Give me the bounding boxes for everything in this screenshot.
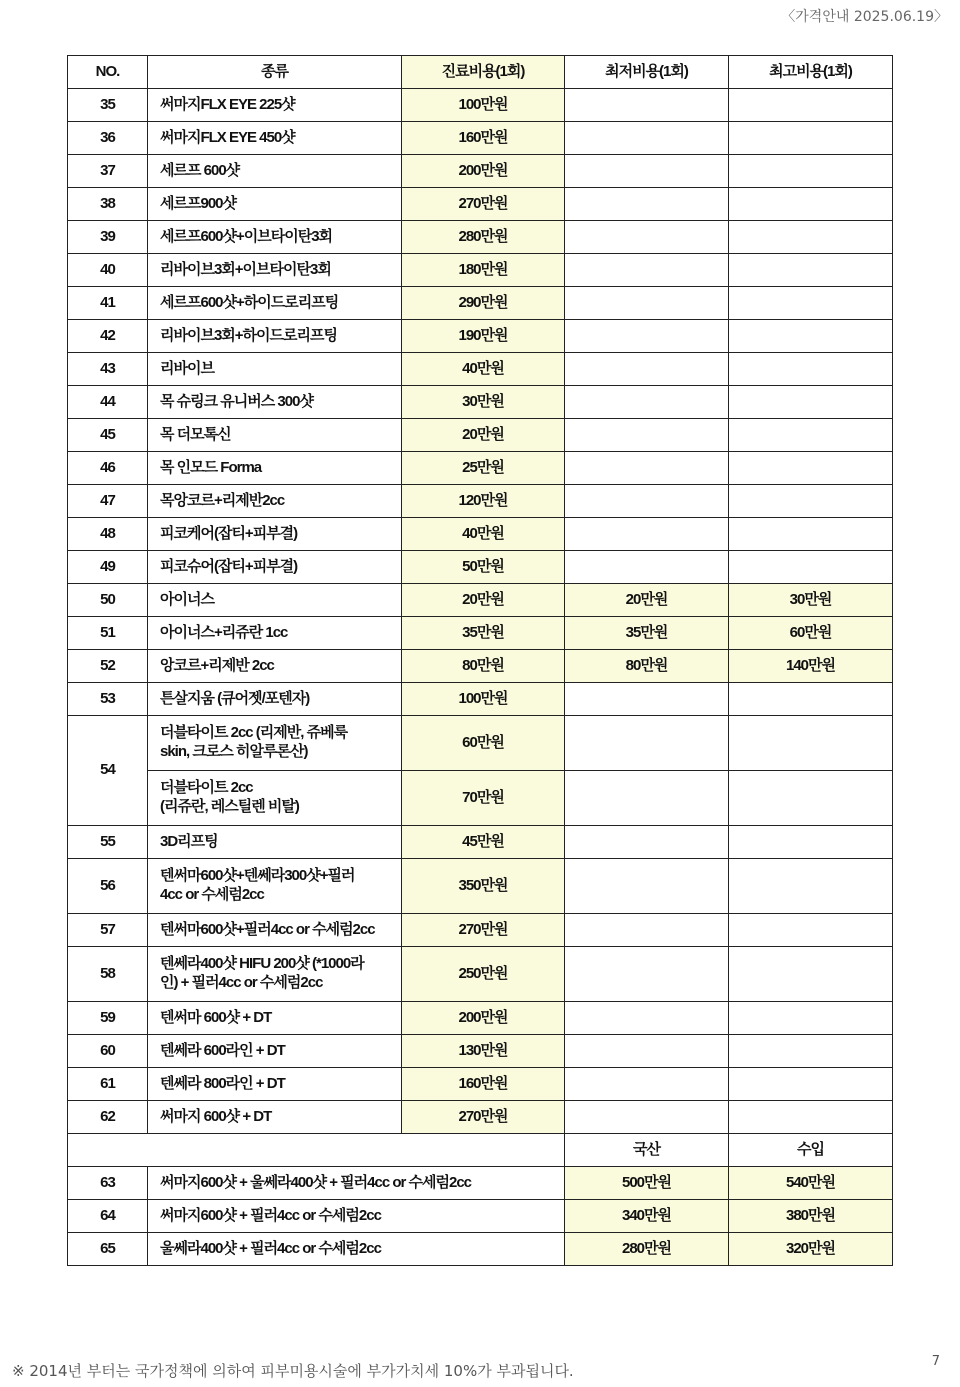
sub-header-row — [68, 1134, 893, 1167]
item-cost: 20만원 — [402, 584, 565, 617]
table-row — [68, 1002, 893, 1035]
item-name: 세르프600샷+하이드로리프팅 — [148, 287, 402, 320]
table-row — [68, 650, 893, 683]
item-min-cost: 20만원 — [565, 584, 729, 617]
item-domestic-cost: 340만원 — [565, 1200, 729, 1233]
item-max-cost: 30만원 — [729, 584, 893, 617]
row-number: 59 — [68, 1002, 148, 1035]
sub-header-domestic: 국산 — [565, 1134, 729, 1167]
item-min-cost — [565, 353, 729, 386]
table-row — [68, 584, 893, 617]
table-row — [68, 518, 893, 551]
row-number: 47 — [68, 485, 148, 518]
item-name: 세르프900샷 — [148, 188, 402, 221]
table-row — [68, 859, 893, 914]
item-cost: 50만원 — [402, 551, 565, 584]
header-type: 종류 — [148, 56, 402, 89]
row-number: 50 — [68, 584, 148, 617]
item-cost: 120만원 — [402, 485, 565, 518]
table-row — [68, 287, 893, 320]
table-row — [68, 320, 893, 353]
item-min-cost — [565, 188, 729, 221]
row-number: 43 — [68, 353, 148, 386]
row-number: 40 — [68, 254, 148, 287]
item-min-cost: 80만원 — [565, 650, 729, 683]
table-row — [68, 122, 893, 155]
item-name: 목 슈링크 유니버스 300샷 — [148, 386, 402, 419]
row-number: 37 — [68, 155, 148, 188]
item-name-line: 더블타이트 2cc — [160, 779, 253, 797]
item-cost: 60만원 — [402, 716, 565, 771]
table-row — [68, 1167, 893, 1200]
row-number: 39 — [68, 221, 148, 254]
item-name: 목 인모드 Forma — [148, 452, 402, 485]
item-cost: 45만원 — [402, 826, 565, 859]
item-cost: 200만원 — [402, 155, 565, 188]
item-min-cost — [565, 485, 729, 518]
item-name: 목 더모톡신 — [148, 419, 402, 452]
item-name: 아이너스 — [148, 584, 402, 617]
row-number: 35 — [68, 89, 148, 122]
item-min-cost — [565, 518, 729, 551]
row-number: 41 — [68, 287, 148, 320]
row-number: 36 — [68, 122, 148, 155]
item-cost: 80만원 — [402, 650, 565, 683]
item-cost: 35만원 — [402, 617, 565, 650]
item-max-cost: 60만원 — [729, 617, 893, 650]
item-max-cost — [729, 771, 893, 826]
item-max-cost — [729, 716, 893, 771]
item-cost: 100만원 — [402, 683, 565, 716]
item-name: 아이너스+리쥬란 1cc — [148, 617, 402, 650]
header-no: NO. — [68, 56, 148, 89]
row-number: 57 — [68, 914, 148, 947]
table-row — [68, 1233, 893, 1266]
item-name-line: skin, 크로스 히알루론산) — [160, 743, 308, 760]
item-name: 써마지FLX EYE 450샷 — [148, 122, 402, 155]
item-name: 써마지FLX EYE 225샷 — [148, 89, 402, 122]
item-min-cost — [565, 122, 729, 155]
item-cost: 100만원 — [402, 89, 565, 122]
price-guide-date: 〈가격안내 2025.06.19〉 — [781, 9, 948, 25]
row-number: 62 — [68, 1101, 148, 1134]
item-name: 써마지600샷 + 울쎄라400샷 + 필러4cc or 수세럼2cc — [148, 1167, 565, 1200]
item-cost: 30만원 — [402, 386, 565, 419]
item-cost: 290만원 — [402, 287, 565, 320]
item-name: 세르프 600샷 — [148, 155, 402, 188]
item-max-cost — [729, 452, 893, 485]
item-min-cost — [565, 1035, 729, 1068]
item-min-cost — [565, 683, 729, 716]
table-row — [68, 221, 893, 254]
item-name: 텐써마600샷+필러4cc or 수세럼2cc — [148, 914, 402, 947]
item-name: 3D리프팅 — [148, 826, 402, 859]
table-row — [68, 419, 893, 452]
item-name: 텐써마 600샷 + DT — [148, 1002, 402, 1035]
row-number: 38 — [68, 188, 148, 221]
item-max-cost — [729, 683, 893, 716]
item-cost: 130만원 — [402, 1035, 565, 1068]
table-row — [68, 617, 893, 650]
item-min-cost — [565, 826, 729, 859]
item-min-cost — [565, 914, 729, 947]
row-number: 64 — [68, 1200, 148, 1233]
item-max-cost — [729, 947, 893, 1002]
item-max-cost — [729, 155, 893, 188]
item-min-cost — [565, 716, 729, 771]
item-name: 앙코르+리제반 2cc — [148, 650, 402, 683]
item-cost: 270만원 — [402, 1101, 565, 1134]
item-min-cost — [565, 1068, 729, 1101]
table-row — [68, 1200, 893, 1233]
item-domestic-cost: 280만원 — [565, 1233, 729, 1266]
row-number: 44 — [68, 386, 148, 419]
table-row — [68, 254, 893, 287]
item-min-cost — [565, 771, 729, 826]
table-header-row — [68, 56, 893, 89]
item-name: 피코케어(잡티+피부결) — [148, 518, 402, 551]
item-max-cost — [729, 1002, 893, 1035]
row-number: 49 — [68, 551, 148, 584]
item-cost: 25만원 — [402, 452, 565, 485]
item-name-line: (리쥬란, 레스틸렌 비탈) — [160, 798, 299, 815]
item-max-cost — [729, 826, 893, 859]
item-max-cost — [729, 859, 893, 914]
item-max-cost — [729, 914, 893, 947]
item-min-cost — [565, 859, 729, 914]
item-name: 써마지 600샷 + DT — [148, 1101, 402, 1134]
item-name-line: 인) + 필러4cc or 수세럼2cc — [160, 974, 323, 991]
item-name: 리바이브 — [148, 353, 402, 386]
row-number: 48 — [68, 518, 148, 551]
item-name — [148, 859, 402, 914]
item-max-cost — [729, 518, 893, 551]
item-name-line: 4cc or 수세럼2cc — [160, 886, 264, 903]
item-cost: 270만원 — [402, 188, 565, 221]
item-min-cost — [565, 254, 729, 287]
item-max-cost — [729, 419, 893, 452]
item-name: 리바이브3회+하이드로리프팅 — [148, 320, 402, 353]
item-max-cost — [729, 485, 893, 518]
item-domestic-cost: 500만원 — [565, 1167, 729, 1200]
item-name: 피코슈어(잡티+피부결) — [148, 551, 402, 584]
item-cost: 180만원 — [402, 254, 565, 287]
page-number: 7 — [931, 1354, 940, 1369]
item-max-cost — [729, 386, 893, 419]
item-cost: 40만원 — [402, 518, 565, 551]
item-name — [148, 771, 402, 826]
price-table — [67, 55, 893, 1266]
item-min-cost — [565, 89, 729, 122]
item-max-cost: 140만원 — [729, 650, 893, 683]
item-max-cost — [729, 89, 893, 122]
row-number: 58 — [68, 947, 148, 1002]
table-row — [68, 89, 893, 122]
item-imported-cost: 320만원 — [729, 1233, 893, 1266]
item-name: 울쎄라400샷 + 필러4cc or 수세럼2cc — [148, 1233, 565, 1266]
item-name — [148, 947, 402, 1002]
item-min-cost: 35만원 — [565, 617, 729, 650]
table-row — [68, 551, 893, 584]
row-number: 53 — [68, 683, 148, 716]
table-row — [68, 1035, 893, 1068]
item-max-cost — [729, 188, 893, 221]
row-number: 52 — [68, 650, 148, 683]
vat-notice: ※ 2014년 부터는 국가정책에 의하여 피부미용시술에 부가가치세 10%가 부과됩니다. — [12, 1362, 574, 1380]
item-max-cost — [729, 320, 893, 353]
item-min-cost — [565, 287, 729, 320]
table-row — [68, 485, 893, 518]
item-name: 텐쎄라 800라인 + DT — [148, 1068, 402, 1101]
table-row — [68, 683, 893, 716]
item-max-cost — [729, 1035, 893, 1068]
item-cost: 160만원 — [402, 122, 565, 155]
sub-header-imported: 수입 — [729, 1134, 893, 1167]
item-min-cost — [565, 320, 729, 353]
item-name-line: 텐쎄라400샷 HIFU 200샷 (*1000라 — [160, 955, 364, 973]
row-number: 63 — [68, 1167, 148, 1200]
item-min-cost — [565, 551, 729, 584]
table-row — [68, 947, 893, 1002]
item-cost: 350만원 — [402, 859, 565, 914]
row-number: 54 — [68, 716, 148, 826]
item-max-cost — [729, 1101, 893, 1134]
item-max-cost — [729, 122, 893, 155]
item-name — [148, 716, 402, 771]
item-name: 리바이브3회+이브타이탄3회 — [148, 254, 402, 287]
item-cost: 250만원 — [402, 947, 565, 1002]
item-name: 목앙코르+리제반2cc — [148, 485, 402, 518]
table-row — [68, 188, 893, 221]
item-name: 튼살지움 (큐어젯/포텐자) — [148, 683, 402, 716]
item-imported-cost: 540만원 — [729, 1167, 893, 1200]
item-cost: 270만원 — [402, 914, 565, 947]
item-max-cost — [729, 254, 893, 287]
item-min-cost — [565, 419, 729, 452]
item-cost: 40만원 — [402, 353, 565, 386]
table-row — [68, 386, 893, 419]
item-name-line: 텐써마600샷+텐쎄라300샷+필러 — [160, 867, 355, 885]
item-min-cost — [565, 221, 729, 254]
item-max-cost — [729, 551, 893, 584]
item-name-line: 더블타이트 2cc (리제반, 쥬베룩 — [160, 724, 348, 742]
row-number: 45 — [68, 419, 148, 452]
table-row — [68, 826, 893, 859]
item-cost: 70만원 — [402, 771, 565, 826]
table-row — [68, 771, 893, 826]
row-number: 56 — [68, 859, 148, 914]
row-number: 55 — [68, 826, 148, 859]
item-cost: 200만원 — [402, 1002, 565, 1035]
item-max-cost — [729, 287, 893, 320]
row-number: 51 — [68, 617, 148, 650]
table-row — [68, 353, 893, 386]
table-row — [68, 452, 893, 485]
item-cost: 20만원 — [402, 419, 565, 452]
header-min-cost: 최저비용(1회) — [565, 56, 729, 89]
sub-header-blank — [68, 1134, 565, 1167]
item-min-cost — [565, 452, 729, 485]
table-row — [68, 716, 893, 771]
item-min-cost — [565, 155, 729, 188]
item-name: 세르프600샷+이브타이탄3회 — [148, 221, 402, 254]
item-cost: 190만원 — [402, 320, 565, 353]
item-max-cost — [729, 1068, 893, 1101]
item-min-cost — [565, 386, 729, 419]
item-max-cost — [729, 221, 893, 254]
row-number: 42 — [68, 320, 148, 353]
item-max-cost — [729, 353, 893, 386]
header-max-cost: 최고비용(1회) — [729, 56, 893, 89]
item-cost: 160만원 — [402, 1068, 565, 1101]
table-row — [68, 1068, 893, 1101]
row-number: 46 — [68, 452, 148, 485]
row-number: 61 — [68, 1068, 148, 1101]
row-number: 60 — [68, 1035, 148, 1068]
item-cost: 280만원 — [402, 221, 565, 254]
item-imported-cost: 380만원 — [729, 1200, 893, 1233]
row-number: 65 — [68, 1233, 148, 1266]
table-row — [68, 1101, 893, 1134]
item-name: 텐쎄라 600라인 + DT — [148, 1035, 402, 1068]
table-row — [68, 155, 893, 188]
header-cost: 진료비용(1회) — [402, 56, 565, 89]
item-min-cost — [565, 1101, 729, 1134]
item-name: 써마지600샷 + 필러4cc or 수세럼2cc — [148, 1200, 565, 1233]
table-row — [68, 914, 893, 947]
item-min-cost — [565, 947, 729, 1002]
item-min-cost — [565, 1002, 729, 1035]
